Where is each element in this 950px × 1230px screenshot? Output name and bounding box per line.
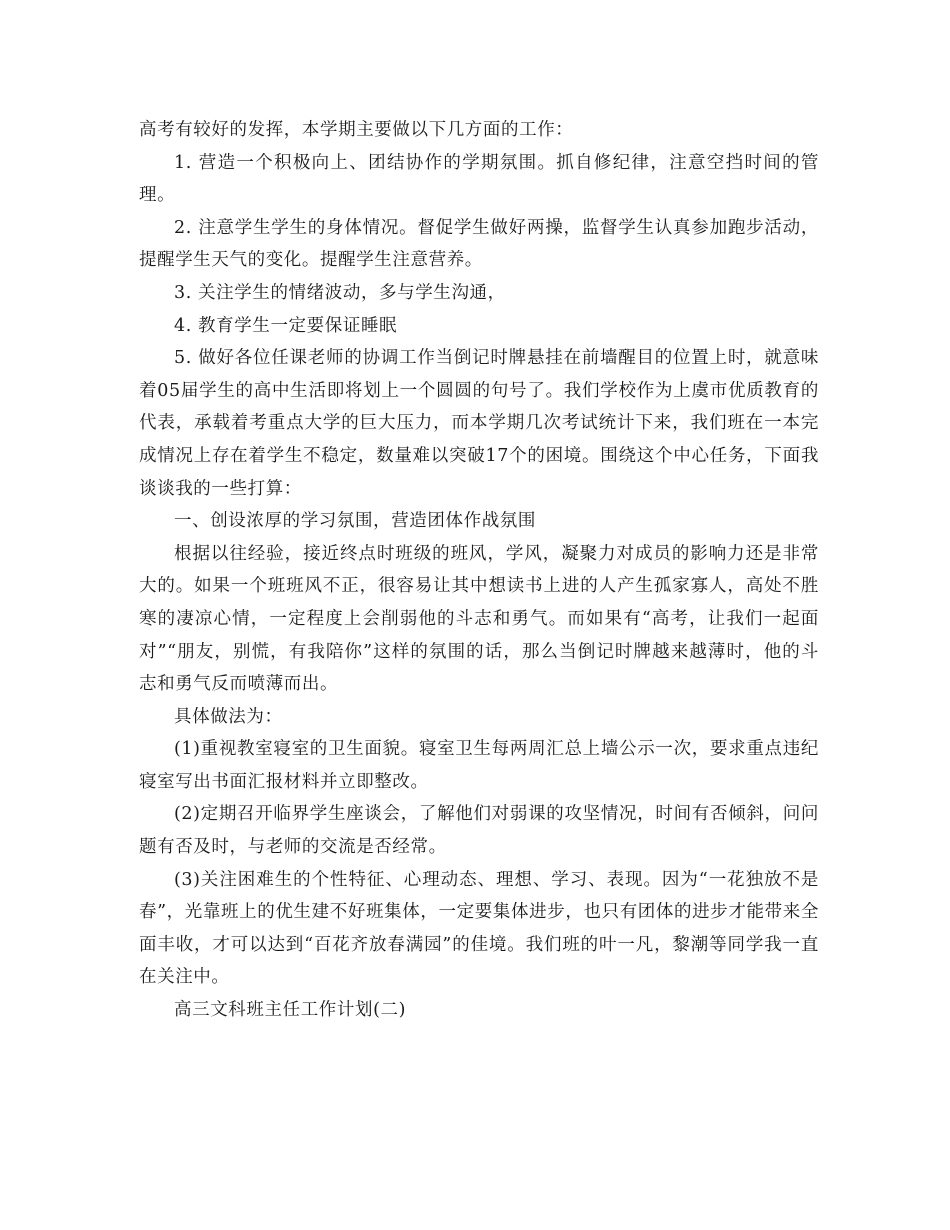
- document-body: [139, 114, 819, 1027]
- paragraph-item-5: 5. 做好各位任课老师的协调工作当倒记时牌悬挂在前墙醒目的位置上时，就意味着05届学生的高中生活即将划上一个圆圆的句号了。我们学校作为上虞市优质教育的代表，承载着考重点大学的巨大压力，而本学期几次考试统计下来，我们班在一本完成情况上存在着学生不稳定，数量难以突破17个的困境。围绕这个中心任务，下面我谈谈我的一些打算：: [139, 348, 819, 499]
- paragraph-item-1: 1. 营造一个积极向上、团结协作的学期氛围。抓自修纪律，注意空挡时间的管理。: [139, 152, 819, 206]
- next-section-title: 高三文科班主任工作计划(二): [174, 1000, 407, 1021]
- paragraph-item-4: 4. 教育学生一定要保证睡眠: [174, 315, 398, 336]
- section-heading-1: 一、创设浓厚的学习氛围，营造团体作战氛围: [174, 511, 536, 532]
- paragraph-experience: 根据以往经验，接近终点时班级的班风，学风，凝聚力对成员的影响力还是非常大的。如果一个班班风不正，很容易让其中想读书上进的人产生孤家寡人，高处不胜寒的凄凉心情，一定程度上会削弱他的斗志和勇气。而如果有“高考，让我们一起面对”“朋友，别慌，有我陪你”这样的氛围的话，那么当倒记时牌越来越薄时，他的斗志和勇气反而喷薄而出。: [139, 543, 819, 695]
- paragraph-intro: 高考有较好的发挥，本学期主要做以下几方面的工作：: [139, 120, 574, 140]
- paragraph-method-2: (2)定期召开临界学生座谈会，了解他们对弱课的攻坚情况，时间有否倾斜，问问题有否及时，与老师的交流是否经常。: [139, 804, 819, 858]
- paragraph-method-3: (3)关注困难生的个性特征、心理动态、理想、学习、表现。因为“一花独放不是春”，光靠班上的优生建不好班集体，一定要集体进步，也只有团体的进步才能带来全面丰收，才可以达到“百花齐放春满园”的佳境。我们班的叶一凡，黎潮等同学我一直在关注中。: [139, 869, 819, 988]
- paragraph-method-1: (1)重视教室寝室的卫生面貌。寝室卫生每两周汇总上墙公示一次，要求重点违纪寝室写出书面汇报材料并立即整改。: [139, 739, 819, 792]
- paragraph-methods-intro: 具体做法为：: [174, 706, 283, 727]
- paragraph-item-2: 2. 注意学生学生的身体情况。督促学生做好两操，监督学生认真参加跑步活动，提醒学生天气的变化。提醒学生注意营养。: [139, 217, 819, 271]
- paragraph-item-3: 3. 关注学生的情绪波动，多与学生沟通，: [174, 282, 506, 303]
